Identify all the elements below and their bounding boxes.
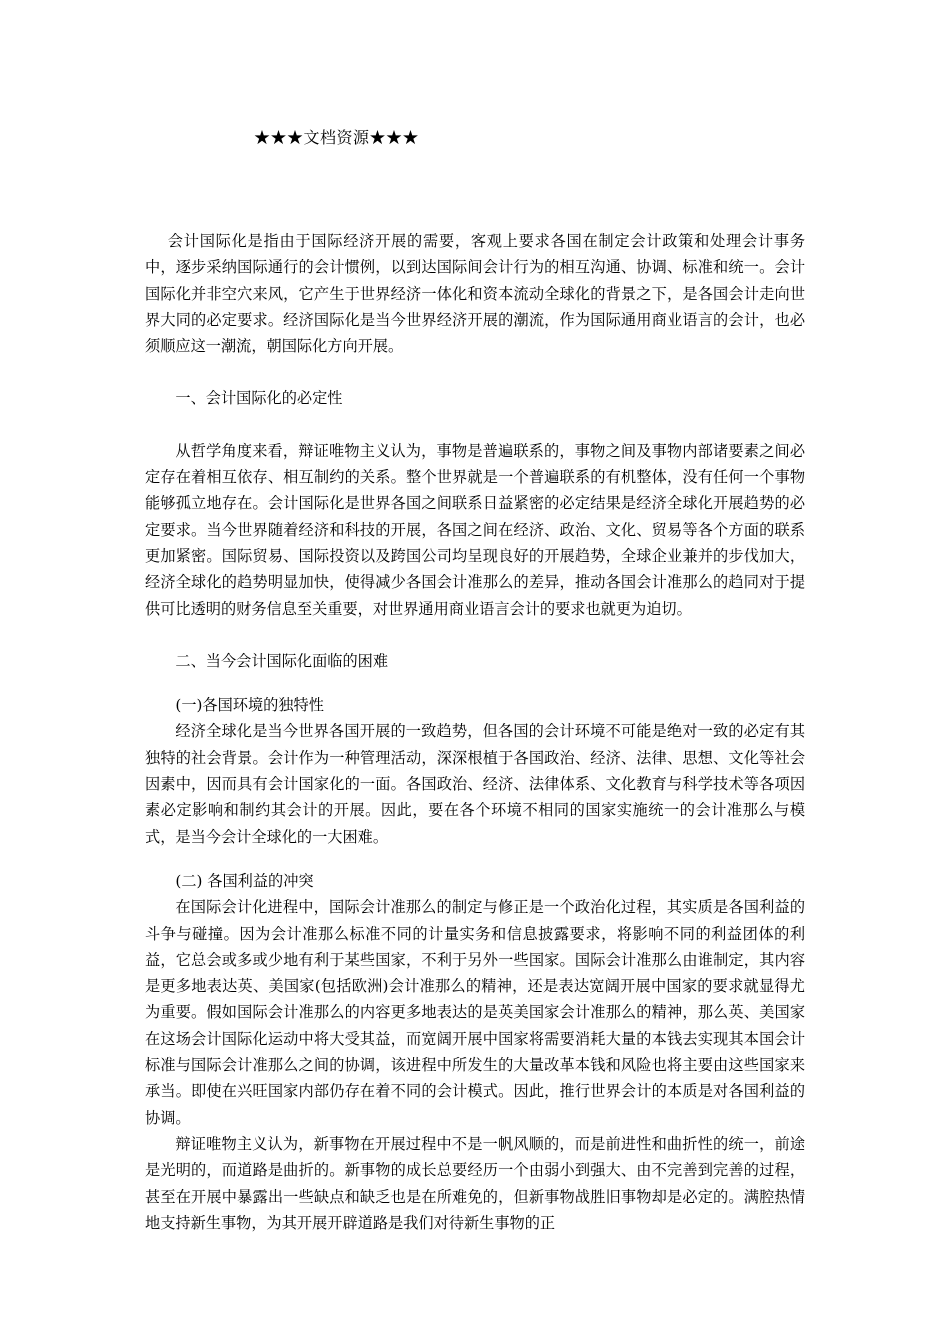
section-2-heading: 二、当今会计国际化面临的困难 — [175, 651, 389, 670]
subsection-1-heading: (一)各国环境的独特性 — [175, 696, 324, 715]
section-1-paragraph: 从哲学角度来看，辩证唯物主义认为，事物是普遍联系的，事物之间及事物内部诸要素之间必定存在着相互依存、相互制约的关系。整个世界就是一个普遍联系的有机整体，没有任何一个事物能够孤立地存在。会计国际化是世界各国之间联系日益紧密的必定结果是经济全球化开展趋势的必定要求。当今世界随着经济和科技的开展，各国之间在经济、政治、文化、贸易等各个方面的联系更加紧密。国际贸易、国际投资以及跨国公司均呈现良好的开展趋势，全球企业兼并的步伐加大，经济全球化的趋势明显加快，使得减少各国会计准那么的差异，推动各国会计准那么的趋同对于提供可比透明的财务信息至关重要，对世界通用商业语言会计的要求也就更为迫切。 — [145, 441, 805, 618]
document-header-title: ★★★文档资源★★★ — [254, 128, 420, 147]
subsection-2-heading: (二) 各国利益的冲突 — [175, 871, 314, 890]
subsection-1-paragraph: 经济全球化是当今世界各国开展的一致趋势，但各国的会计环境不可能是绝对一致的必定有其独特的社会背景。会计作为一种管理活动，深深根植于各国政治、经济、法律、思想、文化等社会因素中，因而具有会计国家化的一面。各国政治、经济、法律体系、文化教育与科学技术等各项因素必定影响和制约其会计的开展。因此，要在各个环境不相同的国家实施统一的会计准那么与模式，是当今会计全球化的一大困难。 — [145, 722, 805, 846]
subsection-2-paragraph-2: 辩证唯物主义认为，新事物在开展过程中不是一帆风顺的，而是前进性和曲折性的统一，前途是光明的，而道路是曲折的。新事物的成长总要经历一个由弱小到强大、由不完善到完善的过程，甚至在开展中暴露出一些缺点和缺乏也是在所难免的，但新事物战胜旧事物却是必定的。满腔热情地支持新生事物，为其开展开辟道路是我们对待新生事物的正 — [145, 1134, 805, 1232]
intro-paragraph: 会计国际化是指由于国际经济开展的需要，客观上要求各国在制定会计政策和处理会计事务中，逐步采纳国际通行的会计惯例，以到达国际间会计行为的相互沟通、协调、标准和统一。会计国际化并非空穴来风，它产生于世界经济一体化和资本流动全球化的背景之下，是各国会计走向世界大同的必定要求。经济国际化是当今世界经济开展的潮流，作为国际通用商业语言的会计，也必须顺应这一潮流，朝国际化方向开展。 — [145, 232, 805, 356]
subsection-2-paragraph-1: 在国际会计化进程中，国际会计准那么的制定与修正是一个政治化过程，其实质是各国利益的斗争与碰撞。因为会计准那么标准不同的计量实务和信息披露要求，将影响不同的利益团体的利益，它总会或多或少地有利于某些国家，不利于另外一些国家。国际会计准那么由谁制定，其内容是更多地表达英、美国家(包括欧洲)会计准那么的精神，还是表达宽阔开展中国家的要求就显得尤为重要。假如国际会计准那么的内容更多地表达的是英美国家会计准那么的精神，那么英、美国家在这场会计国际化运动中将大受其益，而宽阔开展中国家将需要消耗大量的本钱去实现其本国会计标准与国际会计准那么之间的协调，该进程中所发生的大量改革本钱和风险也将主要由这些国家来承当。即使在兴旺国家内部仍存在着不同的会计模式。因此，推行世界会计的本质是对各国利益的协调。 — [145, 898, 805, 1127]
document-body — [145, 228, 805, 1236]
section-1-heading: 一、会计国际化的必定性 — [175, 389, 343, 408]
